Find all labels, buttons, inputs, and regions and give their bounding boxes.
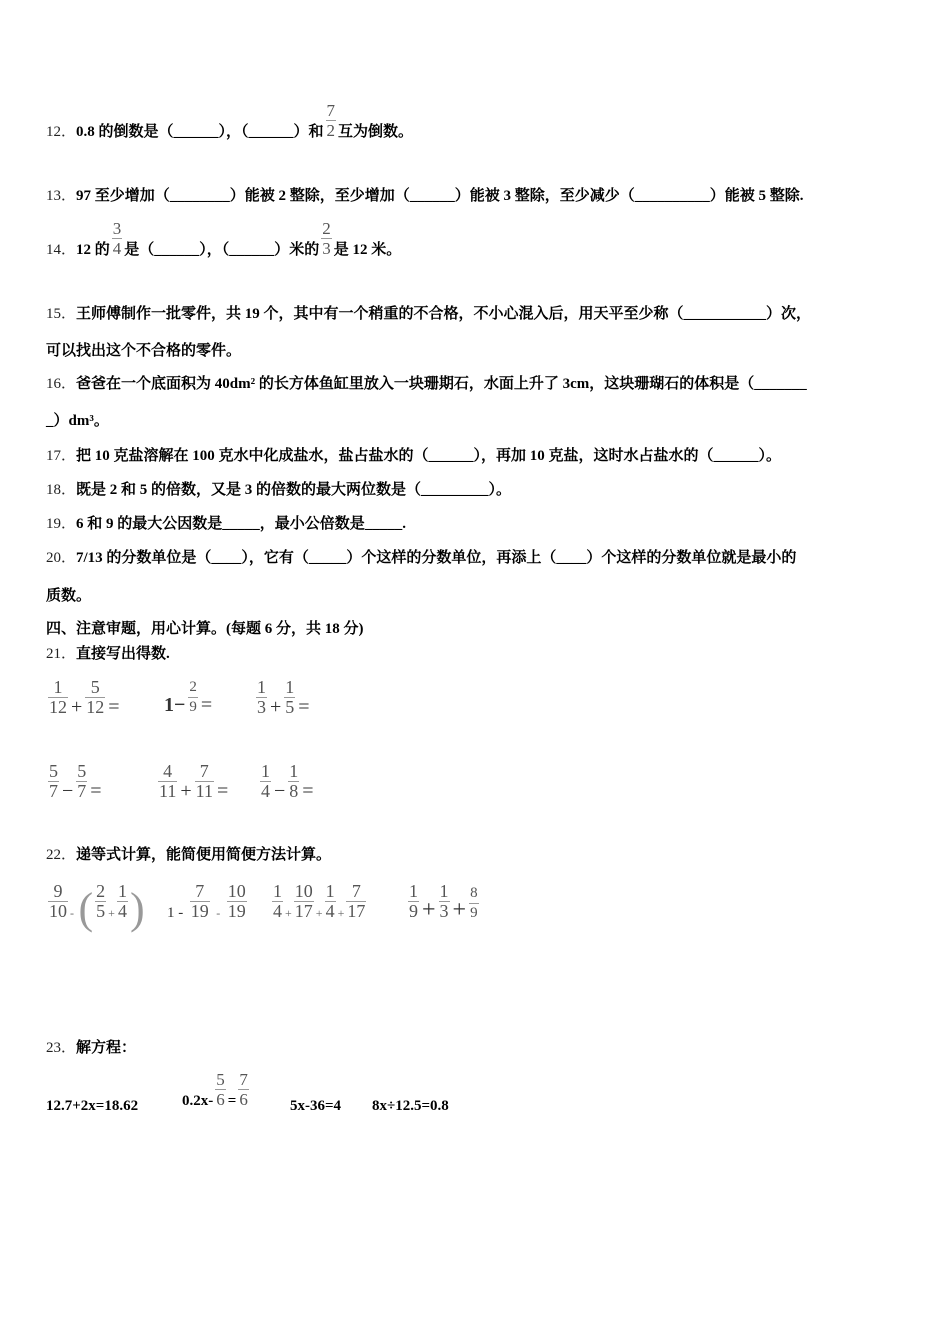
numerator: 4 bbox=[158, 762, 177, 782]
question-text: 是（______），（______）米的 bbox=[124, 242, 320, 258]
question-20 bbox=[46, 548, 796, 568]
denominator: 3 bbox=[322, 239, 331, 258]
fraction bbox=[284, 678, 295, 717]
expression bbox=[406, 882, 481, 924]
fraction bbox=[346, 882, 366, 921]
question-text: 既是 2 和 5 的倍数，又是 3 的倍数的最大两位数是（_________）。 bbox=[76, 482, 512, 498]
expression bbox=[167, 882, 249, 922]
question-text: 直接写出得数. bbox=[76, 646, 170, 662]
section-heading: 四、注意审题，用心计算。(每题 6 分，共 18 分) bbox=[46, 621, 364, 637]
numerator: 1 bbox=[273, 881, 282, 901]
question-15 bbox=[46, 304, 811, 324]
right-paren: ) bbox=[129, 884, 145, 933]
denominator: 5 bbox=[96, 901, 106, 921]
denominator: 6 bbox=[216, 1090, 225, 1109]
denominator: 3 bbox=[257, 697, 266, 717]
numerator: 7 bbox=[190, 882, 210, 902]
question-21 bbox=[46, 644, 170, 664]
fraction bbox=[256, 678, 267, 717]
expression bbox=[163, 678, 213, 717]
question-number: 19． bbox=[46, 516, 77, 532]
denominator: 4 bbox=[117, 901, 127, 921]
numerator: 2 bbox=[188, 678, 198, 698]
question-16 bbox=[46, 374, 807, 394]
fraction bbox=[112, 219, 123, 258]
operator: + bbox=[270, 696, 282, 718]
question-number: 15． bbox=[46, 306, 77, 322]
denominator: 17 bbox=[294, 901, 313, 921]
expression bbox=[46, 678, 121, 719]
numerator: 7 bbox=[326, 101, 336, 120]
question-text: 王师傅制作一批零件，共 19 个，其中有一个稍重的不合格，不小心混入后，用天平至少称（___________）次， bbox=[76, 306, 812, 322]
question-20-cont: 质数。 bbox=[46, 588, 92, 604]
numerator: 1 bbox=[261, 761, 270, 781]
denominator: 9 bbox=[189, 699, 197, 715]
fraction bbox=[288, 762, 299, 801]
numerator: 7 bbox=[346, 882, 366, 902]
fraction bbox=[195, 762, 214, 801]
operator: + bbox=[422, 897, 436, 923]
fraction bbox=[408, 882, 419, 921]
denominator: 4 bbox=[273, 901, 282, 921]
denominator: 12 bbox=[86, 697, 105, 717]
operator: + bbox=[71, 696, 83, 718]
question-number: 23． bbox=[46, 1040, 77, 1056]
numerator: 1 bbox=[257, 677, 266, 697]
fraction bbox=[227, 882, 247, 921]
operator: - bbox=[216, 906, 221, 920]
fraction bbox=[439, 882, 450, 921]
equals: = bbox=[216, 780, 229, 802]
expression bbox=[270, 882, 368, 922]
operand: 1 - bbox=[167, 905, 184, 921]
denominator: 7 bbox=[49, 781, 58, 801]
numerator: 2 bbox=[322, 219, 331, 238]
numerator: 5 bbox=[77, 761, 87, 781]
question-text: 爸爸在一个底面积为 40dm² 的长方体鱼缸里放入一块珊期石，水面上升了 3cm，这块珊瑚石的体积是（_______ bbox=[76, 376, 807, 392]
numerator: 1 bbox=[439, 881, 449, 901]
operator: − bbox=[62, 780, 74, 802]
question-text: 12 的 bbox=[76, 242, 110, 258]
question-18 bbox=[46, 480, 511, 500]
numerator: 5 bbox=[216, 1070, 225, 1089]
expression bbox=[156, 762, 229, 803]
fraction bbox=[294, 882, 314, 921]
denominator: 7 bbox=[77, 781, 87, 801]
equals: = bbox=[298, 696, 310, 718]
question-14 bbox=[46, 219, 401, 260]
equation-2 bbox=[182, 1070, 251, 1110]
numerator: 9 bbox=[48, 882, 68, 902]
denominator: 4 bbox=[261, 781, 270, 801]
numerator: 10 bbox=[227, 881, 246, 901]
fraction bbox=[272, 882, 283, 921]
operator: + bbox=[315, 906, 323, 920]
denominator: 11 bbox=[159, 781, 177, 801]
equals: = bbox=[90, 780, 102, 802]
fraction bbox=[48, 882, 68, 921]
numerator: 7 bbox=[239, 1070, 248, 1089]
numerator: 1 bbox=[289, 761, 299, 781]
fraction bbox=[188, 678, 198, 717]
question-text: 97 至少增加（________）能被 2 整除，至少增加（______）能被 3 整除，至少减少（__________）能被 5 整除. bbox=[76, 188, 804, 204]
fraction bbox=[190, 882, 210, 921]
denominator: 9 bbox=[409, 901, 418, 921]
equals: = bbox=[108, 696, 120, 718]
operator: + bbox=[108, 906, 115, 920]
expression bbox=[46, 762, 103, 803]
expression bbox=[46, 882, 145, 934]
question-text: 0.8 的倒数是（______），（______）和 bbox=[76, 124, 324, 140]
fraction bbox=[469, 884, 479, 923]
numerator: 1 bbox=[409, 881, 418, 901]
denominator: 3 bbox=[439, 901, 449, 921]
denominator: 19 bbox=[227, 901, 246, 921]
equation-1: 12.7+2x=18.62 bbox=[46, 1098, 139, 1114]
denominator: 4 bbox=[112, 239, 122, 258]
numerator: 5 bbox=[49, 761, 58, 781]
fraction bbox=[76, 762, 87, 801]
fraction bbox=[238, 1070, 249, 1109]
question-number: 22． bbox=[46, 847, 77, 863]
equals: = bbox=[200, 694, 213, 716]
denominator: 5 bbox=[285, 697, 295, 717]
denominator: 19 bbox=[190, 901, 209, 921]
question-number: 17． bbox=[46, 448, 77, 464]
question-16-cont: _）dm³。 bbox=[46, 413, 109, 429]
numerator: 1 bbox=[285, 677, 295, 697]
question-12 bbox=[46, 101, 413, 142]
question-text: 解方程： bbox=[76, 1040, 137, 1056]
expression bbox=[258, 762, 315, 803]
operator: + bbox=[285, 906, 292, 920]
denominator: 10 bbox=[49, 901, 67, 921]
fraction bbox=[215, 1070, 226, 1109]
fraction bbox=[48, 678, 68, 717]
numerator: 7 bbox=[195, 762, 214, 782]
question-number: 20． bbox=[46, 550, 77, 566]
question-text: 递等式计算，能简便用简便方法计算。 bbox=[76, 847, 332, 863]
question-number: 18． bbox=[46, 482, 77, 498]
question-15-cont: 可以找出这个不合格的零件。 bbox=[46, 343, 242, 359]
question-17 bbox=[46, 446, 781, 466]
expression bbox=[254, 678, 311, 719]
denominator: 9 bbox=[470, 905, 478, 921]
numerator: 2 bbox=[96, 881, 106, 901]
operator: - bbox=[70, 906, 74, 920]
question-19 bbox=[46, 514, 406, 534]
fraction bbox=[325, 882, 336, 921]
fraction bbox=[321, 219, 332, 258]
question-text: 是 12 米。 bbox=[333, 242, 402, 258]
equation-text: 0.2x- bbox=[182, 1093, 214, 1109]
denominator: 11 bbox=[195, 781, 213, 801]
question-text: 互为倒数。 bbox=[338, 124, 414, 140]
operator: + bbox=[337, 906, 345, 920]
operator: + bbox=[180, 780, 192, 802]
operator: − bbox=[274, 780, 286, 802]
numerator: 3 bbox=[112, 219, 122, 238]
numerator: 1 bbox=[325, 881, 335, 901]
denominator: 8 bbox=[289, 781, 299, 801]
left-paren: ( bbox=[78, 884, 94, 933]
numerator: 10 bbox=[294, 881, 313, 901]
question-number: 16． bbox=[46, 376, 77, 392]
denominator: 6 bbox=[239, 1090, 248, 1109]
denominator: 12 bbox=[49, 697, 67, 717]
question-23 bbox=[46, 1038, 136, 1058]
fraction bbox=[117, 882, 128, 921]
equation-4: 8x÷12.5=0.8 bbox=[372, 1098, 449, 1114]
question-text: 把 10 克盐溶解在 100 克水中化成盐水，盐占盐水的（______），再加 10 克盐，这时水占盐水的（______）。 bbox=[76, 448, 782, 464]
denominator: 2 bbox=[326, 121, 336, 140]
question-number: 13． bbox=[46, 188, 77, 204]
fraction bbox=[326, 101, 337, 140]
equals: = bbox=[302, 780, 314, 802]
denominator: 17 bbox=[347, 901, 366, 921]
question-text: 6 和 9 的最大公因数是_____，最小公倍数是_____. bbox=[76, 516, 407, 532]
fraction bbox=[85, 678, 105, 717]
fraction bbox=[48, 762, 59, 801]
question-22 bbox=[46, 845, 331, 865]
operator: + bbox=[452, 897, 467, 923]
numerator: 5 bbox=[85, 678, 105, 698]
fraction bbox=[260, 762, 271, 801]
fraction bbox=[95, 882, 106, 921]
equals: = bbox=[227, 1093, 237, 1109]
denominator: 4 bbox=[325, 901, 335, 921]
fraction bbox=[158, 762, 177, 801]
question-number: 12． bbox=[46, 124, 77, 140]
question-number: 14． bbox=[46, 242, 77, 258]
numerator: 1 bbox=[48, 678, 68, 698]
question-13 bbox=[46, 186, 804, 206]
question-text: 7/13 的分数单位是（____），它有（_____）个这样的分数单位，再添上（____）个这样的分数单位就是最小的 bbox=[76, 550, 797, 566]
equation-3: 5x-36=4 bbox=[290, 1098, 342, 1114]
numerator: 8 bbox=[469, 884, 479, 904]
operand: 1− bbox=[164, 694, 186, 716]
question-number: 21． bbox=[46, 646, 77, 662]
numerator: 1 bbox=[117, 881, 127, 901]
